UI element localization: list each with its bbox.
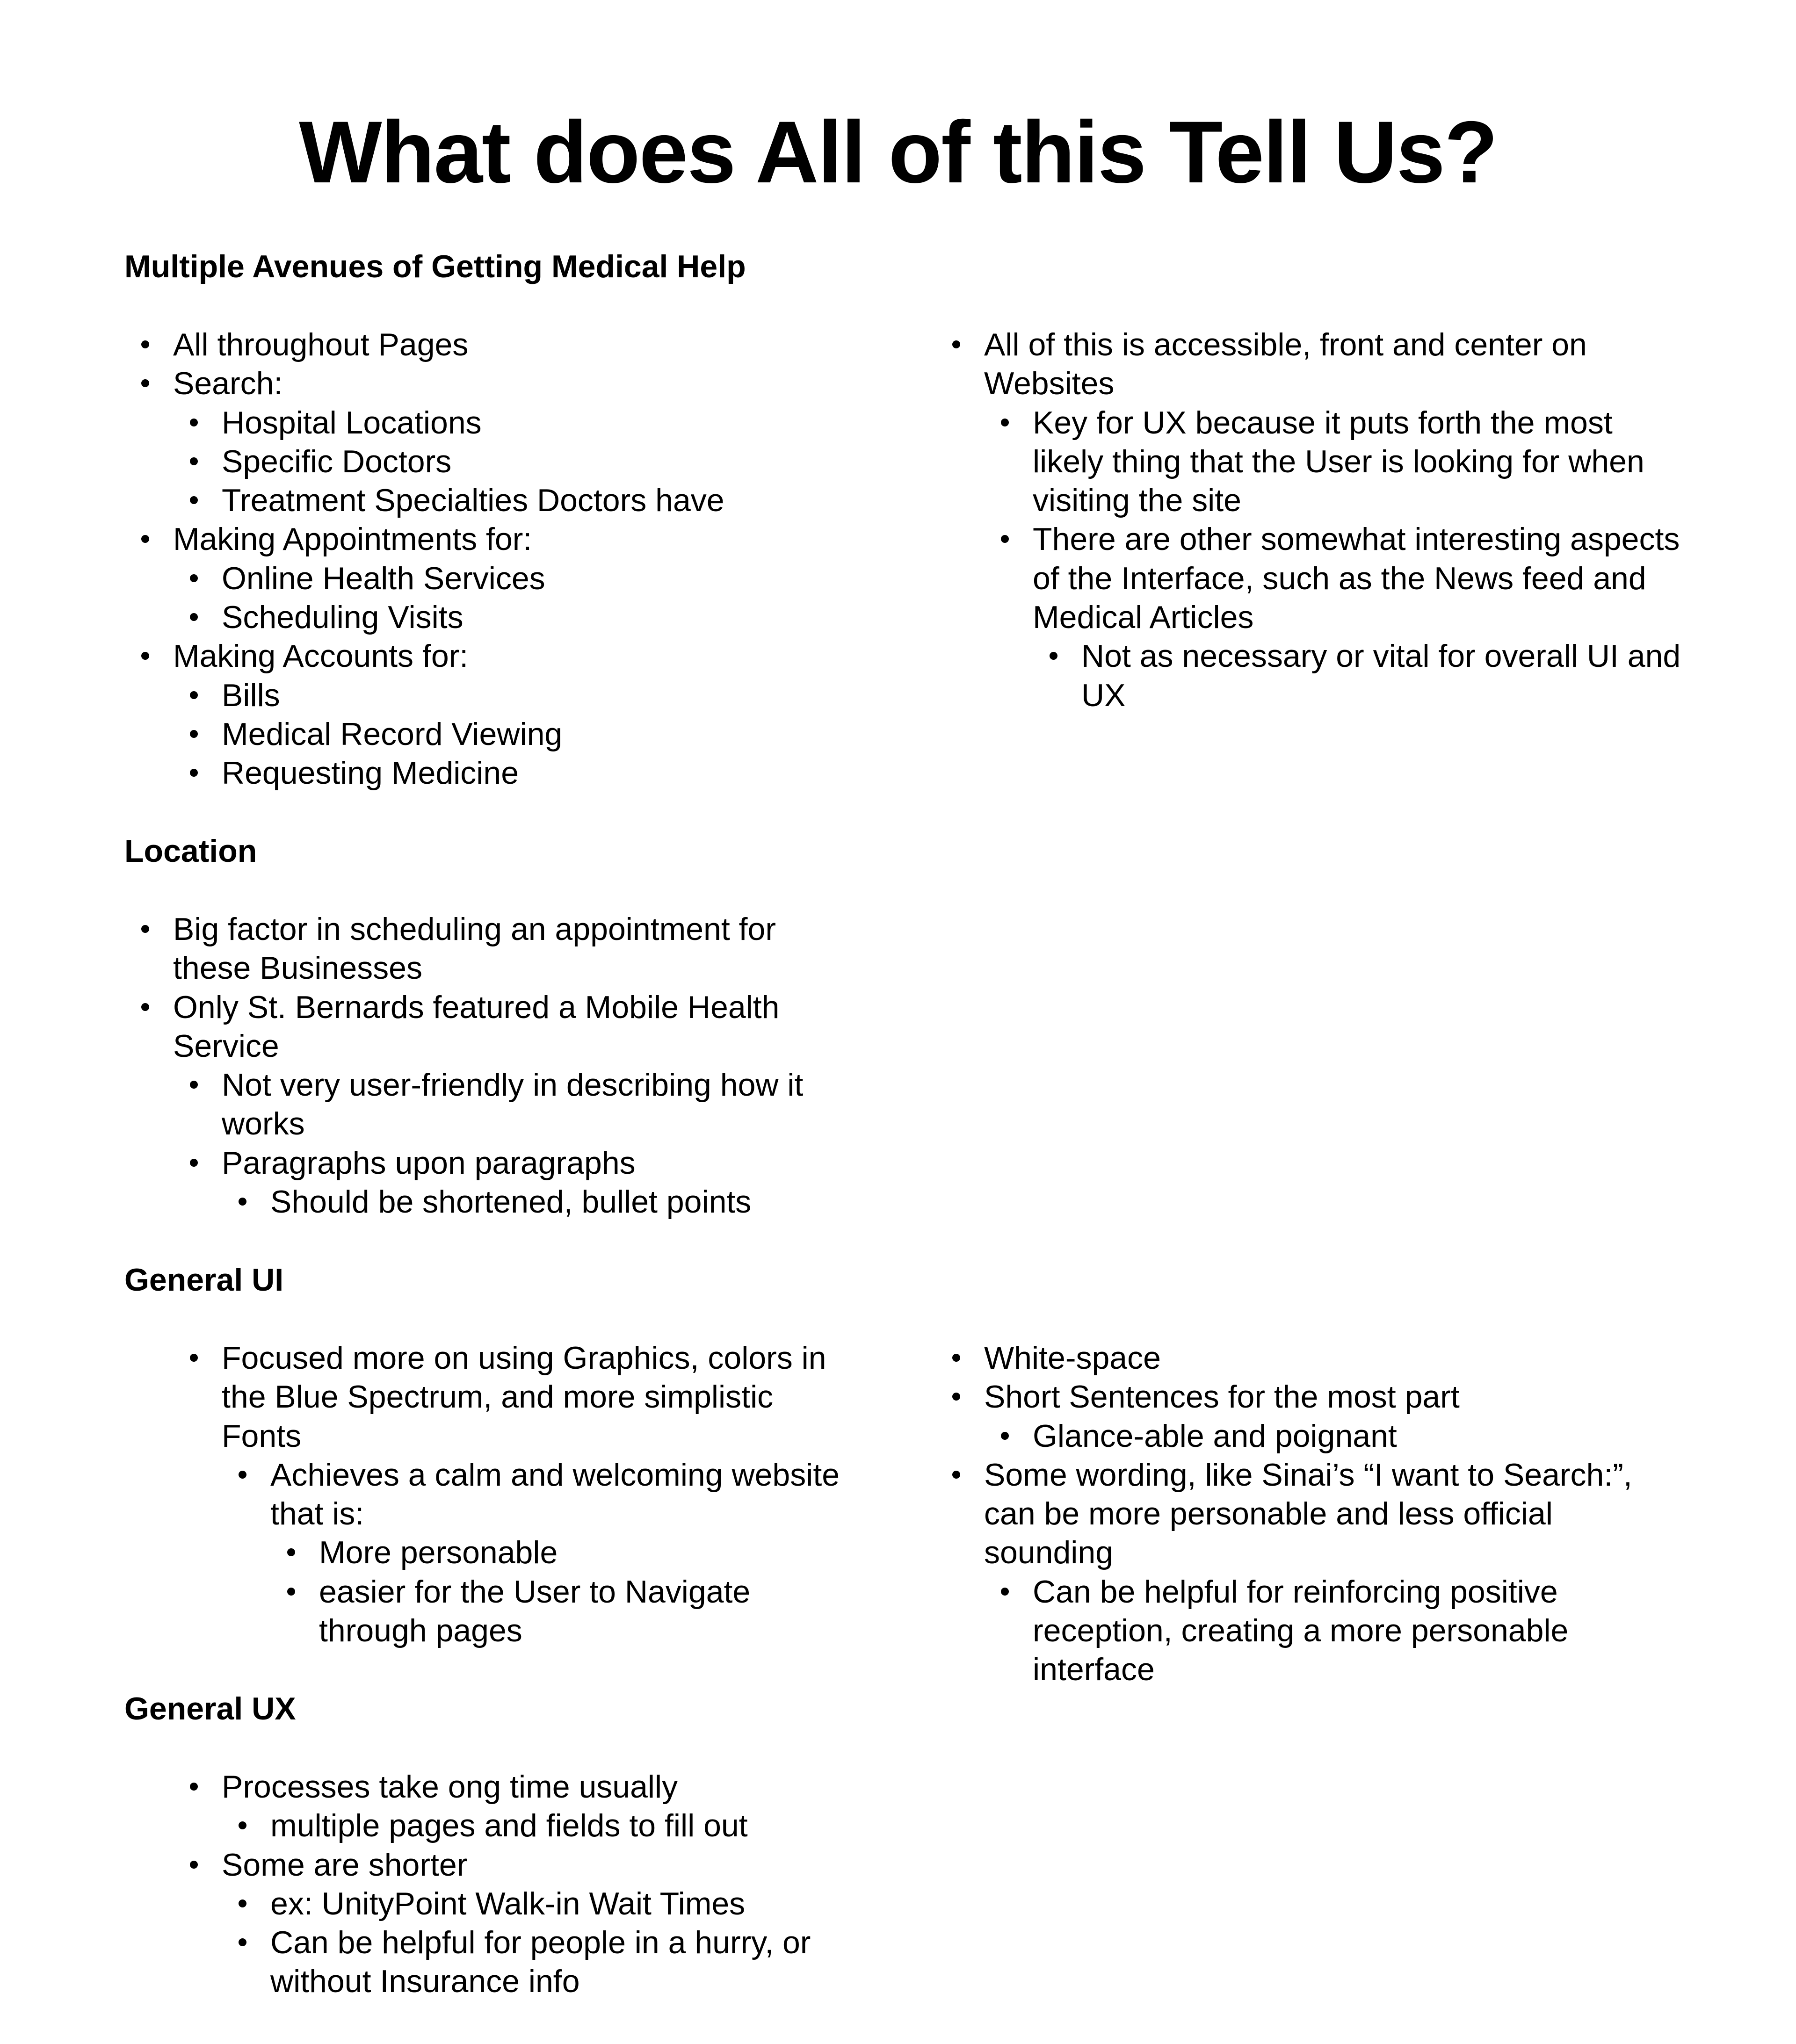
- list-item: All throughout Pages: [124, 325, 854, 364]
- general-ux-list: [124, 1768, 854, 2001]
- list-item: Hospital Locations: [124, 404, 854, 442]
- list-item: Can be helpful for reinforcing positive reception, creating a more personable interface: [935, 1573, 1684, 1690]
- section-heading-general-ui: General UI: [124, 1262, 284, 1298]
- list-item: Specific Doctors: [124, 442, 854, 481]
- section-heading-general-ux: General UX: [124, 1691, 296, 1726]
- list-item: White-space: [935, 1339, 1684, 1378]
- list-item: Scheduling Visits: [124, 598, 854, 637]
- list-item: easier for the User to Navigate through pages: [124, 1573, 854, 1651]
- list-item: Processes take ong time usually: [124, 1768, 854, 1806]
- list-item: ex: UnityPoint Walk-in Wait Times: [124, 1885, 854, 1923]
- general-ui-right-list: [935, 1339, 1684, 1690]
- list-item: Focused more on using Graphics, colors in the Blue Spectrum, and more simplistic Fonts: [124, 1339, 854, 1456]
- section-heading-avenues: Multiple Avenues of Getting Medical Help: [124, 249, 746, 284]
- list-item: Search:: [124, 364, 854, 403]
- list-item: Paragraphs upon paragraphs: [124, 1144, 854, 1183]
- list-item: Medical Record Viewing: [124, 715, 854, 754]
- page-title: What does All of this Tell Us?: [299, 103, 1497, 201]
- avenues-left-list: [124, 325, 854, 793]
- list-item: Key for UX because it puts forth the most likely thing that the User is looking for when visiting the site: [935, 404, 1684, 520]
- list-item: Short Sentences for the most part: [935, 1378, 1684, 1416]
- list-item: Bills: [124, 676, 854, 715]
- location-list: [124, 910, 854, 1221]
- list-item: multiple pages and fields to fill out: [124, 1806, 854, 1845]
- list-item: Some are shorter: [124, 1846, 854, 1885]
- list-item: Only St. Bernards featured a Mobile Health Service: [124, 988, 854, 1066]
- list-item: Can be helpful for people in a hurry, or without Insurance info: [124, 1923, 854, 2001]
- list-item: Should be shortened, bullet points: [124, 1183, 854, 1221]
- general-ui-left-list: [124, 1339, 854, 1650]
- list-item: Making Appointments for:: [124, 520, 854, 559]
- list-item: Not very user-friendly in describing how it works: [124, 1066, 854, 1144]
- list-item: Big factor in scheduling an appointment for these Businesses: [124, 910, 854, 988]
- list-item: Some wording, like Sinai’s “I want to Search:”, can be more personable and less official sounding: [935, 1456, 1684, 1573]
- section-heading-location: Location: [124, 833, 257, 869]
- list-item: Online Health Services: [124, 559, 854, 598]
- list-item: Treatment Specialties Doctors have: [124, 481, 854, 520]
- list-item: Achieves a calm and welcoming website that is:: [124, 1456, 854, 1534]
- list-item: More personable: [124, 1533, 854, 1572]
- avenues-right-list: [935, 325, 1684, 715]
- list-item: Requesting Medicine: [124, 754, 854, 793]
- list-item: Not as necessary or vital for overall UI and UX: [935, 637, 1684, 715]
- list-item: Glance-able and poignant: [935, 1417, 1684, 1456]
- list-item: All of this is accessible, front and center on Websites: [935, 325, 1684, 404]
- list-item: There are other somewhat interesting aspects of the Interface, such as the News feed and Medical Articles: [935, 520, 1684, 637]
- list-item: Making Accounts for:: [124, 637, 854, 676]
